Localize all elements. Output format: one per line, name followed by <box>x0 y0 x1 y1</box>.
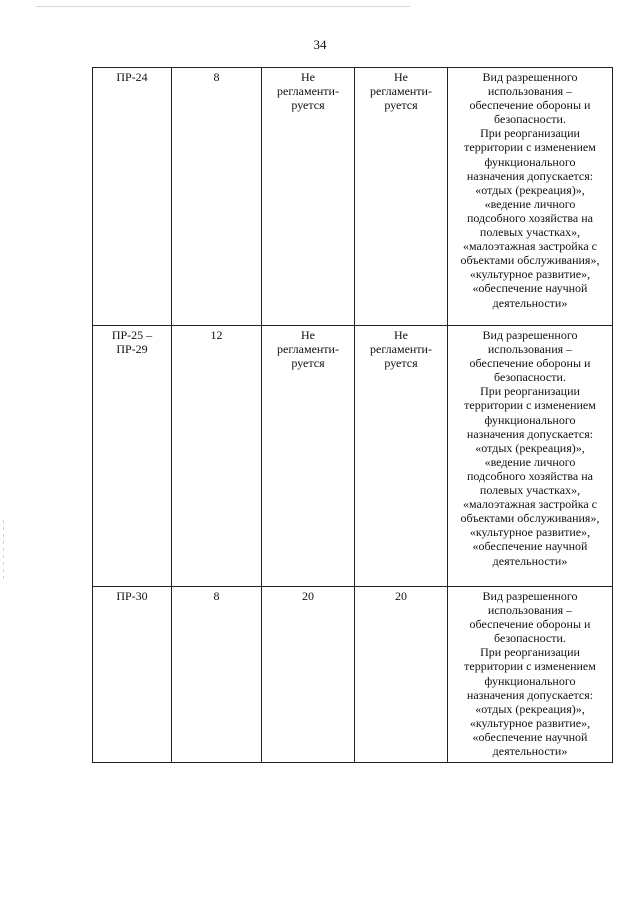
parameter-cell: 20 <box>262 587 355 763</box>
value-cell: 12 <box>172 326 262 587</box>
parameter-cell: Не регламенти- руется <box>262 68 355 326</box>
value-cell: 8 <box>172 68 262 326</box>
table-row <box>93 68 613 326</box>
scan-edge-mark <box>3 520 4 580</box>
description-cell: Вид разрешенного использования – обеспечение обороны и безопасности. При реорганизации территории с изменением функционального назначения допускается: «отдых (рекреация)», «ведение личного подсобного хозяйства на полевых участках», «малоэтажная застройка с объектами обслуживания», «культурное развитие», «обеспечение научной деятельности» <box>448 326 613 587</box>
zoning-table <box>92 67 613 763</box>
parameter-cell: Не регламенти- руется <box>262 326 355 587</box>
zone-code-cell: ПР-24 <box>93 68 172 326</box>
parameter-cell: 20 <box>355 587 448 763</box>
table-row <box>93 587 613 763</box>
parameter-cell: Не регламенти- руется <box>355 68 448 326</box>
parameter-cell: Не регламенти- руется <box>355 326 448 587</box>
zone-code-cell: ПР-30 <box>93 587 172 763</box>
description-cell: Вид разрешенного использования – обеспечение обороны и безопасности. При реорганизации территории с изменением функционального назначения допускается: «отдых (рекреация)», «культурное развитие», «обеспечение научной деятельности» <box>448 587 613 763</box>
page-number: 34 <box>313 37 327 52</box>
value-cell: 8 <box>172 587 262 763</box>
zone-code-cell: ПР-25 – ПР-29 <box>93 326 172 587</box>
table-row <box>93 326 613 587</box>
scan-top-rule <box>36 6 410 7</box>
description-cell: Вид разрешенного использования – обеспечение обороны и безопасности. При реорганизации территории с изменением функционального назначения допускается: «отдых (рекреация)», «ведение личного подсобного хозяйства на полевых участках», «малоэтажная застройка с объектами обслуживания», «культурное развитие», «обеспечение научной деятельности» <box>448 68 613 326</box>
